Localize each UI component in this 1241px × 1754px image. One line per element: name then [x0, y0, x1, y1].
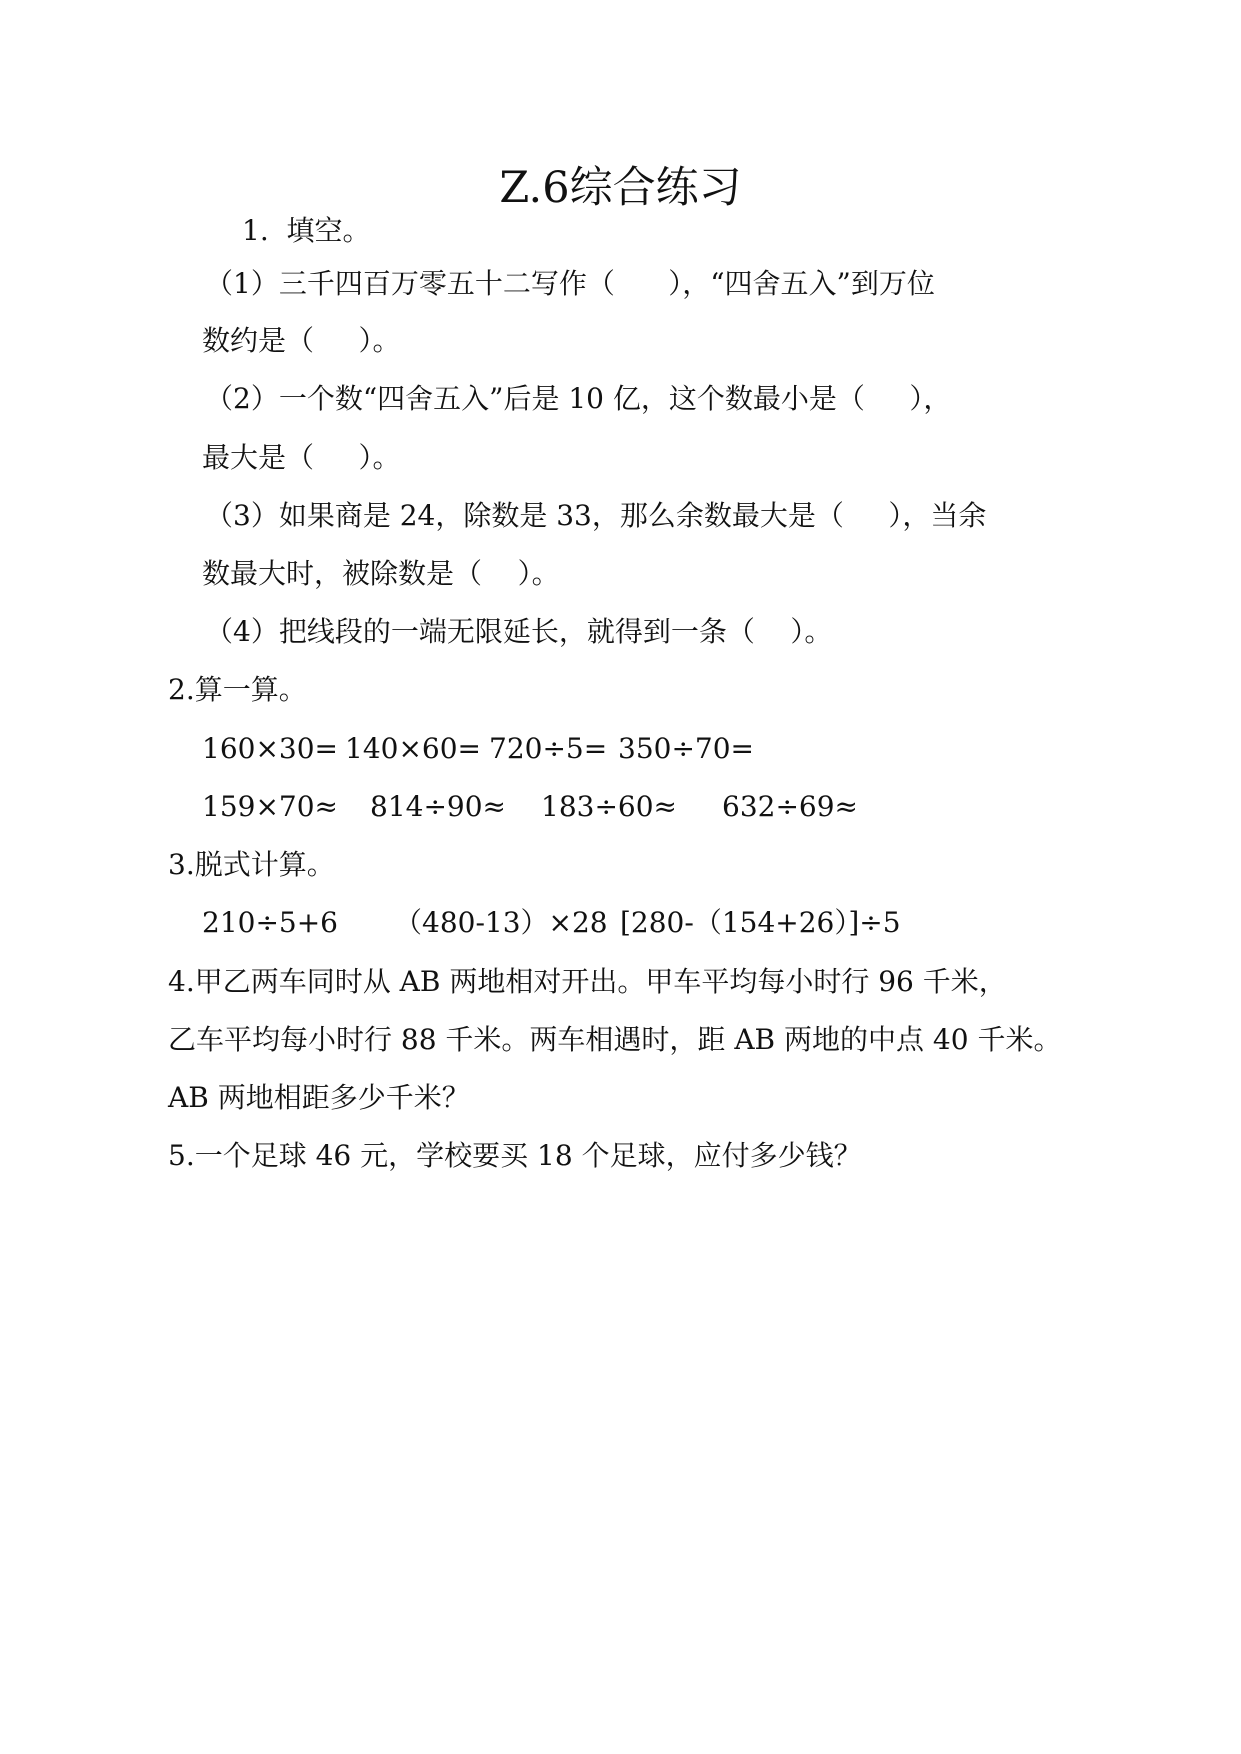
- q1-item-3-line-1: （3）如果商是 24，除数是 33，那么余数最大是（ ），当余: [205, 499, 987, 532]
- q1-item-1-line-1: （1）三千四百万零五十二写作（ ），“四舍五入”到万位: [205, 267, 935, 300]
- q4-line-3: AB 两地相距多少千米？: [168, 1081, 470, 1114]
- calc-item: 350÷70=: [618, 732, 754, 765]
- calc-item: [280-（154+26）]÷5: [620, 906, 901, 939]
- calc-item: 632÷69≈: [722, 790, 858, 823]
- q5-line: 5.一个足球 46 元，学校要买 18 个足球，应付多少钱？: [168, 1139, 862, 1172]
- page-title: Z.6综合练习: [499, 163, 742, 213]
- calc-item: 140×60=: [345, 732, 481, 765]
- q4-line-1: 4.甲乙两车同时从 AB 两地相对开出。甲车平均每小时行 96 千米，: [168, 965, 1007, 998]
- calc-item: 720÷5=: [489, 732, 608, 765]
- calc-item: 160×30=: [202, 732, 338, 765]
- calc-item: 210÷5+6: [202, 906, 338, 939]
- calc-item: （480-13）×28: [394, 906, 608, 939]
- q1-item-3-line-2: 数最大时，被除数是（ ）。: [202, 557, 560, 590]
- q4-line-2: 乙车平均每小时行 88 千米。两车相遇时，距 AB 两地的中点 40 千米。: [168, 1023, 1062, 1056]
- q3-heading: 3.脱式计算。: [168, 848, 335, 881]
- q2-heading: 2.算一算。: [168, 673, 307, 706]
- calc-item: 159×70≈: [202, 790, 338, 823]
- q1-heading: 1. 填空。: [242, 214, 371, 247]
- calc-item: 814÷90≈: [370, 790, 506, 823]
- q1-item-2-line-2: 最大是（ ）。: [202, 441, 401, 474]
- q1-item-2-line-1: （2）一个数“四舍五入”后是 10 亿，这个数最小是（ ），: [205, 382, 952, 415]
- calc-item: 183÷60≈: [541, 790, 677, 823]
- q1-item-1-line-2: 数约是（ ）。: [202, 324, 401, 357]
- q1-item-4: （4）把线段的一端无限延长，就得到一条（ ）。: [205, 615, 833, 648]
